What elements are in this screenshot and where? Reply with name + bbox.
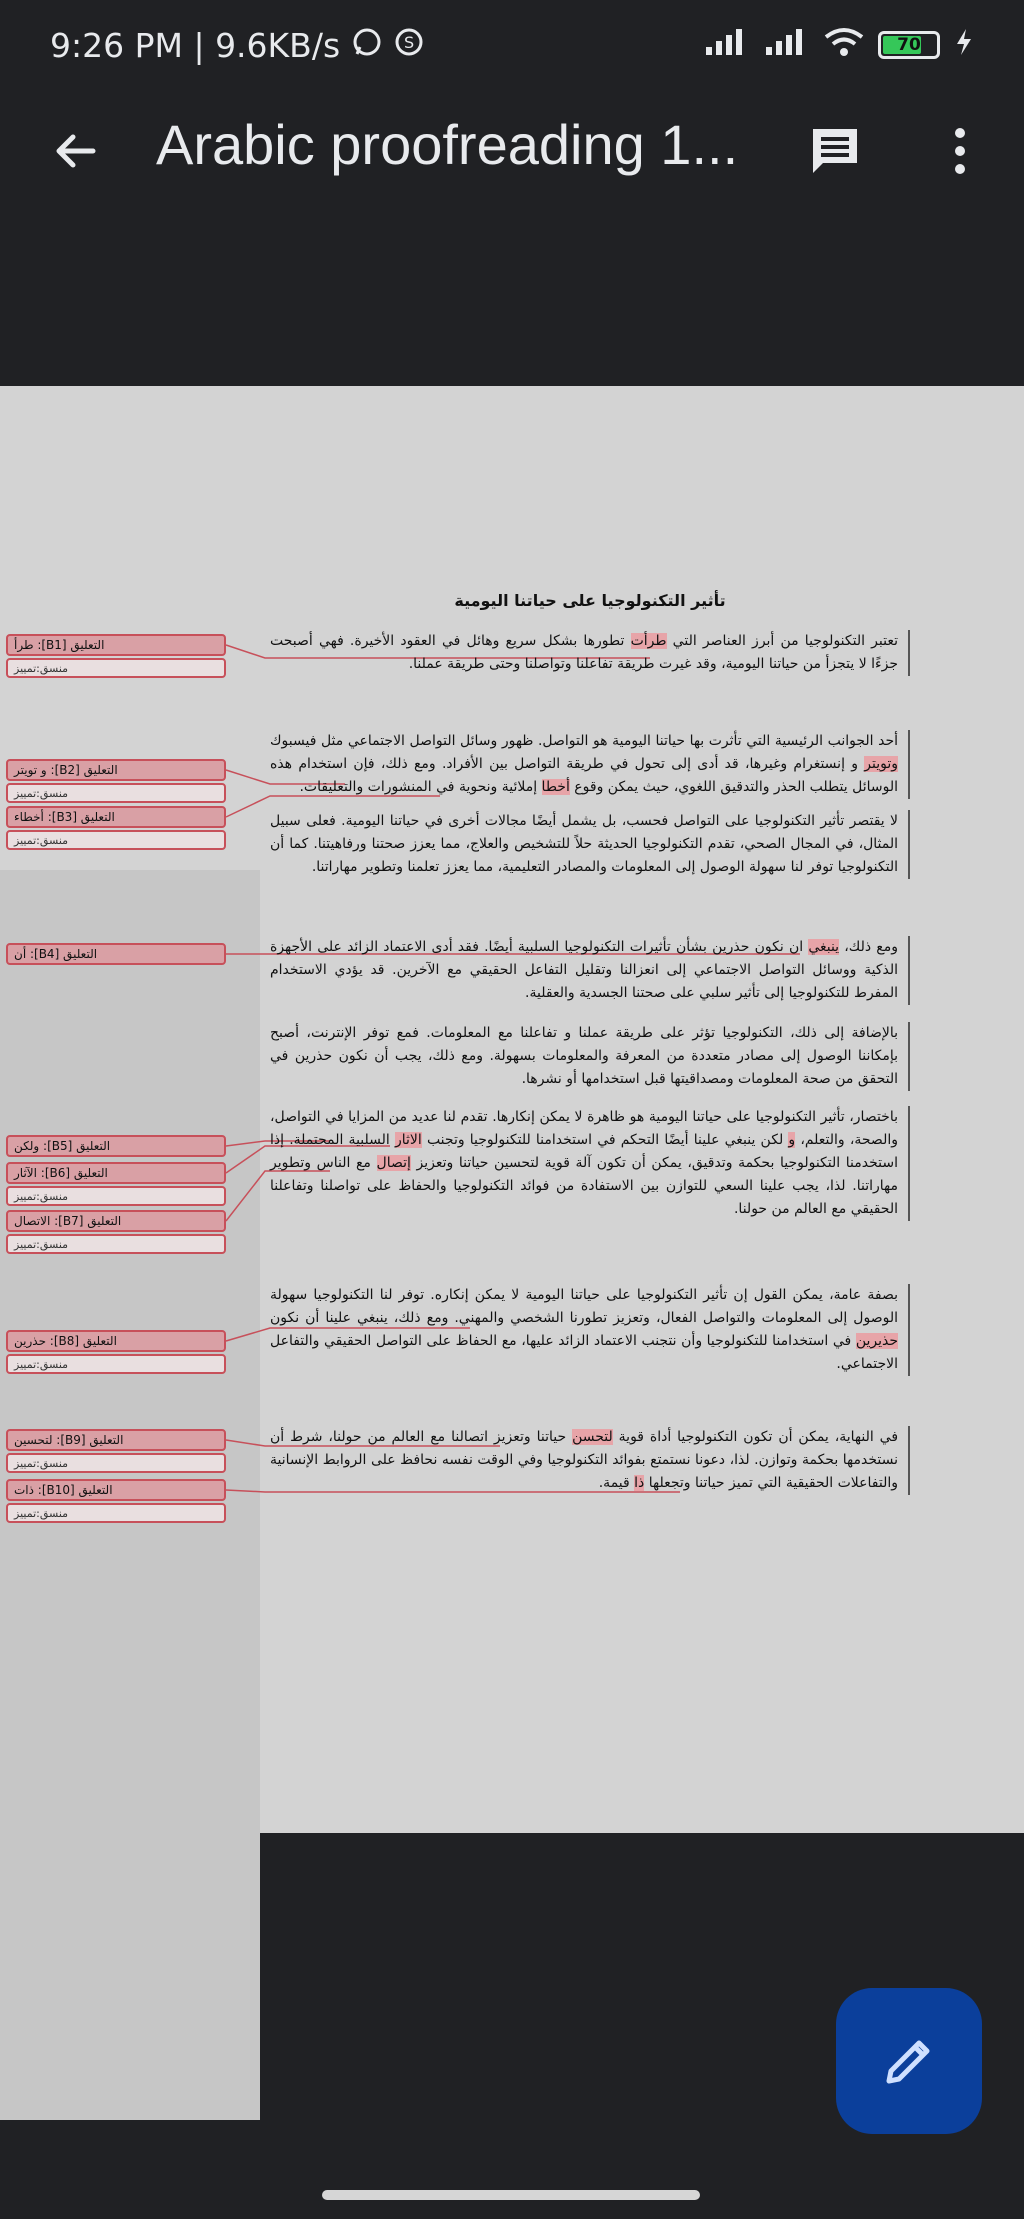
comment-b5[interactable]	[6, 1135, 226, 1157]
wifi-icon	[824, 26, 864, 65]
para6-error-1[interactable]: و	[788, 1132, 796, 1148]
format-note[interactable]	[6, 1503, 226, 1523]
comment-b9-text: التعليق [B9]: لتحسين	[14, 1433, 124, 1447]
back-button[interactable]	[40, 116, 110, 186]
more-vert-icon	[950, 123, 970, 179]
para6-error-2[interactable]: الاثار	[394, 1132, 422, 1148]
paragraph-6	[270, 1106, 910, 1221]
para6-text: لكن ينبغي علينا أيضًا التحكم في استخدامنا للتكنولوجيا وتجنب	[421, 1132, 789, 1148]
para7-text: في استخدامنا للتكنولوجيا وأن نتجنب الاعتماد الزائد عليها، مع الحفاظ على التواصل الحقيقي والتفاعل الاجتماعي.	[270, 1333, 898, 1372]
comment-b7-text: التعليق [B7]: الاتصال	[14, 1214, 122, 1228]
comment-b4-text: التعليق [B4]: أن	[14, 947, 98, 961]
charging-icon	[954, 26, 974, 65]
comment-b6[interactable]	[6, 1162, 226, 1184]
app-notification-icon	[394, 26, 424, 65]
comment-b7[interactable]	[6, 1210, 226, 1232]
comment-b1-text: التعليق [B1]: طرأ	[14, 638, 105, 652]
signal-icon-2	[764, 26, 810, 65]
comments-button[interactable]	[800, 116, 870, 186]
whatsapp-icon	[352, 26, 382, 65]
comment-icon	[807, 123, 863, 179]
comment-b1[interactable]	[6, 634, 226, 656]
format-note-text: منسق:تمييز	[14, 1357, 69, 1371]
format-note[interactable]	[6, 1354, 226, 1374]
para2-text: إملائية ونحوية في المنشورات والتعليقات.	[299, 779, 542, 795]
format-note-text: منسق:تمييز	[14, 1189, 69, 1203]
more-options-button[interactable]	[925, 116, 995, 186]
format-note[interactable]	[6, 658, 226, 678]
para8-text: حياتنا وتعزيز اتصالنا مع العالم من حولنا، شرط أن نستخدمها بحكمة وتوازن. لذا، دعونا نستمتع بفوائد التكنولوجيا وفي الوقت نفسه نحافظ على الروابط الإنسانية والتفاعلات الحقيقية التي تميز حياتنا وتجعلها	[270, 1429, 898, 1491]
status-bar	[0, 0, 1024, 90]
paragraph-4	[270, 936, 910, 1005]
signal-icon	[704, 26, 750, 65]
battery-indicator	[878, 31, 940, 59]
status-right	[704, 26, 974, 65]
para2-text: و إنستغرام وغيرها، قد أدى إلى تحول في طريقة التواصل بين الأفراد. ومع ذلك، فإن استخدام هذه الوسائل يتطلب الحذر والتدقيق اللغوي، حيث يمكن وقوع	[270, 756, 898, 795]
para8-text: في النهاية، يمكن أن تكون التكنولوجيا أداة قوية	[612, 1429, 899, 1445]
para3-text: لا يقتصر تأثير التكنولوجيا على التواصل فحسب، بل يشمل أيضًا مجالات أخرى في حياتنا اليومية. فعلى سبيل المثال، في المجال الصحي، تقدم التكنولوجيا الحديثة حلاً للتشخيص والعلاج، مما يعزز صحتنا ورفاهيتنا. كما أن التكنولوجيا توفر لنا سهولة الوصول إلى المعلومات والمصادر التعليمية، مما يعزز تعلمنا وتطوير مهاراتنا.	[270, 813, 898, 875]
paragraph-8	[270, 1426, 910, 1495]
document-page[interactable]	[0, 386, 1024, 1833]
para8-error-1[interactable]: لتحسن	[572, 1429, 613, 1445]
para1-error-1[interactable]: طرأت	[630, 633, 667, 649]
paragraph-2	[270, 730, 910, 799]
app-bar	[0, 90, 1024, 218]
para2-error-1[interactable]: وتويتر	[864, 756, 898, 772]
document-heading: تأثير التكنولوجيا على حياتنا اليومية	[454, 591, 726, 610]
format-note-text: منسق:تمييز	[14, 1237, 69, 1251]
format-note[interactable]	[6, 1234, 226, 1254]
home-indicator[interactable]	[322, 2190, 700, 2200]
comment-b4[interactable]	[6, 943, 226, 965]
para6-text: مع الناس وتطوير مهاراتنا. لذا، يجب علينا السعي للتوازن بين الاستفادة من فوائد التكنولوجيا والحفاظ على تواصلنا وتفاعلنا الحقيقي مع العالم من حولنا.	[270, 1155, 898, 1217]
para7-error-1[interactable]: حذيرين	[855, 1333, 898, 1349]
para8-error-2[interactable]: ذا	[634, 1475, 645, 1491]
format-note-text: منسق:تمييز	[14, 1456, 69, 1470]
svg-text:S: S	[404, 32, 415, 52]
format-note[interactable]	[6, 783, 226, 803]
para4-text: ان نكون حذرين بشأن تأثيرات التكنولوجيا السلبية أيضًا. فقد أدى الاعتماد الزائد على الأجهزة الذكية ووسائل التواصل الاجتماعي إلى انعزالنا وتقليل التفاعل الحقيقي مع الآخرين. قد يؤدي الاستخدام المفرط للتكنولوجيا إلى تأثير سلبي على صحتنا الجسدية والعقلية.	[270, 939, 898, 1001]
para6-text: باختصار، تأثير التكنولوجيا على حياتنا اليومية هو ظاهرة لا يمكن إنكارها. تقدم لنا عديد من المزايا في التواصل، والصحة، والتعلم،	[270, 1109, 898, 1148]
battery-level: 70	[897, 35, 921, 55]
para7-text: بصفة عامة، يمكن القول إن تأثير التكنولوجيا على حياتنا اليومية لا يمكن إنكاره. توفر لنا التكنولوجيا سهولة الوصول إلى المعلومات والتواصل الفعال، وتعزيز تطورنا الشخصي والمهني. ومع ذلك، ينبغي علينا أن نكون	[270, 1287, 898, 1326]
edit-fab-button[interactable]	[836, 1988, 982, 2134]
paragraph-3	[270, 810, 910, 879]
comment-b5-text: التعليق [B5]: ولكن	[14, 1139, 111, 1153]
para2-text: أحد الجوانب الرئيسية التي تأثرت بها حياتنا اليومية هو التواصل. ظهور وسائل التواصل الاجتماعي مثل فيسبوك	[270, 733, 898, 749]
paragraph-7	[270, 1284, 910, 1376]
comment-b3[interactable]	[6, 806, 226, 828]
format-note-text: منسق:تمييز	[14, 661, 69, 675]
para5-text: بالإضافة إلى ذلك، التكنولوجيا تؤثر على طريقة عملنا و تفاعلنا مع المعلومات. فمع توفر الإنترنت، أصبح بإمكاننا الوصول إلى مصادر متعددة من المعرفة والمعلومات بسهولة. ومع ذلك، يجب أن نكون حذرين في التحقق من صحة المعلومات ومصداقيتها قبل استخدامها أو نشرها.	[270, 1025, 898, 1087]
para8-text: قيمة.	[598, 1475, 635, 1491]
format-note[interactable]	[6, 1186, 226, 1206]
para1-text: تطورها بشكل سريع وهائل في العقود الأخيرة. فهي أصبحت جزءًا لا يتجزأ من حياتنا اليومية، وقد غيرت طريقة تفاعلنا وتواصلنا وحتى طريقة عملنا.	[270, 633, 898, 672]
paragraph-5	[270, 1022, 910, 1091]
paragraph-1	[270, 630, 910, 676]
para4-text: ومع ذلك،	[839, 939, 898, 955]
comment-b10-text: التعليق [B10]: ذات	[14, 1483, 113, 1497]
comment-b3-text: التعليق [B3]: أخطاء	[14, 810, 115, 824]
format-note-text: منسق:تمييز	[14, 833, 69, 847]
comment-b2-text: التعليق [B2]: و تويتر	[14, 763, 118, 777]
para6-text: السلبية المحتملة. إذا استخدمنا التكنولوجيا بحكمة وتدقيق، يمكن أن تكون آلة قوية لتحسين حياتنا وتعزيز	[270, 1132, 899, 1171]
comment-b8-text: التعليق [B8]: حذرين	[14, 1334, 117, 1348]
para4-error-1[interactable]: ينبغي	[808, 939, 840, 955]
format-note-text: منسق:تمييز	[14, 786, 69, 800]
status-left	[50, 26, 424, 65]
comment-b9[interactable]	[6, 1429, 226, 1451]
comment-b6-text: التعليق [B6]: الآثار	[14, 1166, 108, 1180]
para2-error-2[interactable]: أخطا	[541, 779, 570, 795]
document-title: Arabic proofreading 1...	[156, 113, 739, 176]
format-note[interactable]	[6, 830, 226, 850]
comment-b10[interactable]	[6, 1479, 226, 1501]
back-arrow-icon	[51, 127, 99, 175]
para6-error-3[interactable]: إتصال	[376, 1155, 411, 1171]
comment-b2[interactable]	[6, 759, 226, 781]
para1-text: تعتبر التكنولوجيا من أبرز العناصر التي	[666, 633, 898, 649]
format-note-text: منسق:تمييز	[14, 1506, 69, 1520]
comment-b8[interactable]	[6, 1330, 226, 1352]
status-time-speed: 9:26 PM | 9.6KB/s	[50, 25, 341, 65]
edit-pencil-icon	[879, 2031, 939, 2091]
format-note[interactable]	[6, 1453, 226, 1473]
